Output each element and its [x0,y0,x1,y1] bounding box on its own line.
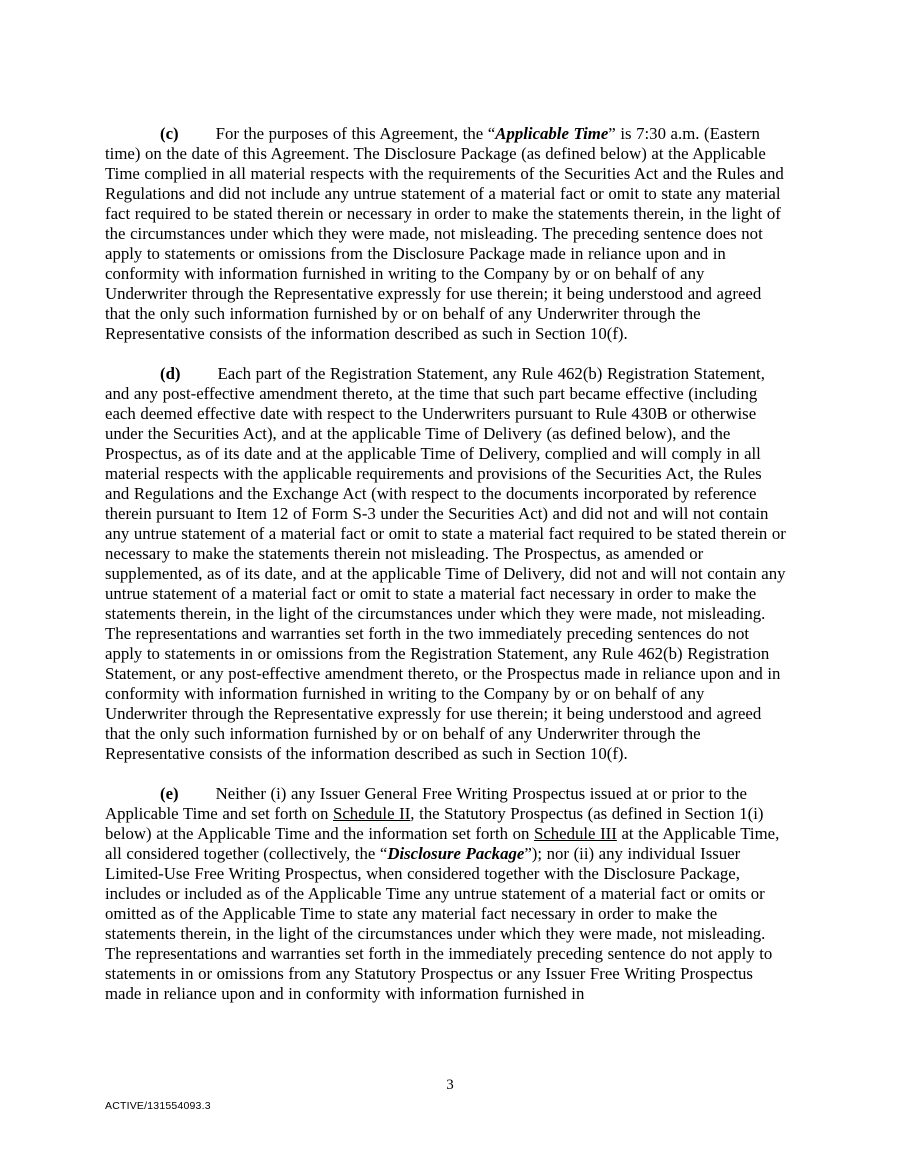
document-body [105,124,790,1024]
text-segment: at the Applicable Time, all considered together (collectively, the “ [105,824,780,863]
paragraph-label: (e) [160,784,179,803]
text-segment: , the Statutory Prospectus (as defined in Section 1(i) below) at the Applicable Time and the information set forth on [105,804,764,843]
paragraph-label: (c) [160,124,179,143]
paragraph-e [105,784,790,1004]
text-segment: Neither (i) any Issuer General Free Writing Prospectus issued at or prior to the Applicable Time and set forth on [105,784,747,823]
document-id: ACTIVE/131554093.3 [105,1100,211,1112]
paragraph-c [105,124,790,344]
text-segment: Disclosure Package [387,844,525,863]
text-segment: For the purposes of this Agreement, the “ [215,124,496,143]
text-segment: Each part of the Registration Statement, any Rule 462(b) Registration Statement, and any post-effective amendment thereto, at the time that such part became effective (including each deemed effective date with respect to the Underwriters pursuant to Rule 430B or otherwise under the Securities Act), and at the applicable Time of Delivery (as defined below), and the Prospectus, as of its date and at the applicable Time of Delivery, complied and will comply in all material respects with the applicable requirements and provisions of the Securities Act, the Rules and Regulations and the Exchange Act (with respect to the documents incorporated by reference therein pursuant to Item 12 of Form S-3 under the Securities Act) and did not and will not contain any untrue statement of a material fact or omit to state a material fact required to be stated therein or necessary to make the statements therein not misleading. The Prospectus, as amended or supplemented, as of its date, and at the applicable Time of Delivery, did not and will not contain any untrue statement of a material fact or omit to state a material fact necessary in order to make the statements therein, in the light of the circumstances under which they were made, not misleading. The representations and warranties set forth in the two immediately preceding sentences do not apply to statements in or omissions from the Registration Statement, any Rule 462(b) Registration Statement, or any post-effective amendment thereto, or the Prospectus made in reliance upon and in conformity with information furnished in writing to the Company by or on behalf of any Underwriter through the Representative expressly for use therein; it being understood and agreed that the only such information furnished by or on behalf of any Underwriter through the Representative consists of the information described as such in Section 10(f). [105,364,786,763]
text-segment: ”); nor (ii) any individual Issuer Limited-Use Free Writing Prospectus, when considered together with the Disclosure Package, includes or included as of the Applicable Time any untrue statement of a material fact or omits or omitted as of the Applicable Time to state any material fact necessary in order to make the statements therein, in the light of the circumstances under which they were made, not misleading. The representations and warranties set forth in the immediately preceding sentence do not apply to statements in or omissions from any Statutory Prospectus or any Issuer Free Writing Prospectus made in reliance upon and in conformity with information furnished in [105,844,773,1003]
text-segment: Schedule III [533,824,617,843]
paragraph-d [105,364,790,764]
text-segment: ” is 7:30 a.m. (Eastern time) on the date of this Agreement. The Disclosure Package (as defined below) at the Applicable Time complied in all material respects with the requirements of the Securities Act and the Rules and Regulations and did not include any untrue statement of a material fact or omit to state any material fact required to be stated therein or necessary in order to make the statements therein, in the light of the circumstances under which they were made, not misleading. The preceding sentence does not apply to statements or omissions from the Disclosure Package made in reliance upon and in conformity with information furnished in writing to the Company by or on behalf of any Underwriter through the Representative expressly for use therein; it being understood and agreed that the only such information furnished by or on behalf of any Underwriter through the Representative consists of the information described as such in Section 10(f). [105,124,784,343]
text-segment: Schedule II [333,804,411,823]
page-number: 3 [446,1077,454,1093]
paragraph-label: (d) [160,364,181,383]
text-segment: Applicable Time [495,124,609,143]
